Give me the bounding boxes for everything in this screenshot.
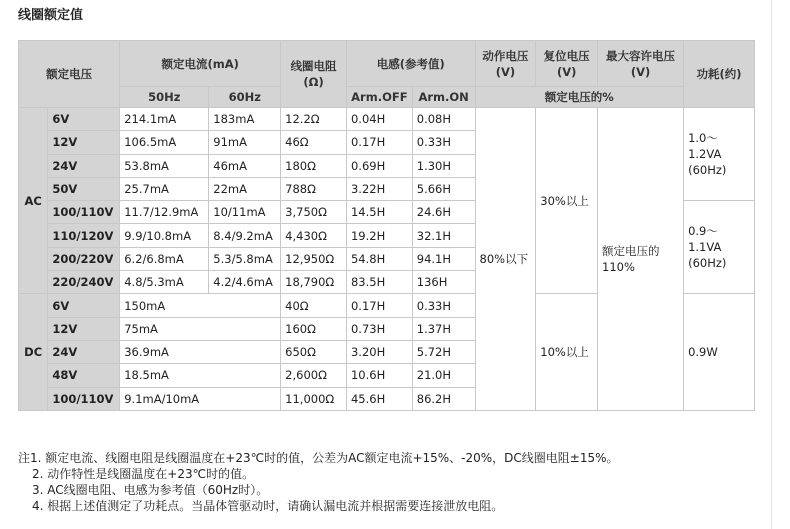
arm-off-cell: 10.6H (346, 364, 412, 387)
arm-on-cell: 0.08H (412, 108, 475, 131)
current-50hz-cell: 9.9/10.8mA (120, 224, 209, 247)
release-voltage-ac-cell: 30%以上 (536, 108, 598, 294)
current-60hz-cell: 22mA (209, 177, 281, 200)
current-50hz-cell: 6.2/6.8mA (120, 247, 209, 270)
release-voltage-dc-cell: 10%以上 (536, 294, 598, 411)
arm-off-cell: 0.69H (346, 154, 412, 177)
voltage-cell: 200/220V (48, 247, 120, 270)
arm-off-cell: 3.22H (346, 177, 412, 200)
resistance-cell: 4,430Ω (281, 224, 347, 247)
header-max-voltage: 最大容许电压(V) (598, 41, 684, 87)
voltage-cell: 24V (48, 154, 120, 177)
arm-on-cell: 5.66H (412, 177, 475, 200)
current-50hz-cell: 214.1mA (120, 108, 209, 131)
arm-off-cell: 19.2H (346, 224, 412, 247)
header-60hz: 60Hz (209, 87, 281, 108)
arm-off-cell: 83.5H (346, 271, 412, 294)
current-dc-cell: 36.9mA (120, 340, 281, 363)
power-dc-cell: 0.9W (684, 294, 755, 411)
arm-off-cell: 0.73H (346, 317, 412, 340)
arm-on-cell: 0.33H (412, 294, 475, 317)
arm-on-cell: 94.1H (412, 247, 475, 270)
voltage-cell: 100/110V (48, 387, 120, 410)
current-50hz-cell: 11.7/12.9mA (120, 201, 209, 224)
current-50hz-cell: 53.8mA (120, 154, 209, 177)
header-operate-voltage: 动作电压(V) (475, 41, 536, 87)
voltage-cell: 220/240V (48, 271, 120, 294)
resistance-cell: 788Ω (281, 177, 347, 200)
footnote-4: 4. 根据上述值测定了功耗点。当晶体管驱动时，请确认漏电流并根据需要连接泄放电阻。 (32, 499, 504, 513)
resistance-cell: 650Ω (281, 340, 347, 363)
page-edge-divider (771, 0, 772, 529)
current-50hz-cell: 4.8/5.3mA (120, 271, 209, 294)
header-release-voltage: 复位电压(V) (536, 41, 598, 87)
resistance-cell: 160Ω (281, 317, 347, 340)
footnote-3: 3. AC线圈电阻、电感为参考值（60Hz时）。 (32, 483, 269, 497)
power-ac-high-cell: 0.9～1.1VA (60Hz) (684, 201, 755, 294)
arm-on-cell: 5.72H (412, 340, 475, 363)
current-60hz-cell: 8.4/9.2mA (209, 224, 281, 247)
header-50hz: 50Hz (120, 87, 209, 108)
arm-off-cell: 0.17H (346, 131, 412, 154)
current-60hz-cell: 46mA (209, 154, 281, 177)
coil-rating-table (18, 40, 755, 411)
header-coil-resistance: 线圈电阻(Ω) (281, 41, 347, 108)
header-arm-on: Arm.ON (412, 87, 475, 108)
header-percent-of-rated: 额定电压的% (475, 87, 684, 108)
header-power: 功耗(约) (684, 41, 755, 108)
voltage-cell: 24V (48, 340, 120, 363)
max-voltage-cell: 额定电压的110% (598, 108, 684, 411)
voltage-cell: 110/120V (48, 224, 120, 247)
current-50hz-cell: 106.5mA (120, 131, 209, 154)
arm-on-cell: 1.37H (412, 317, 475, 340)
current-60hz-cell: 91mA (209, 131, 281, 154)
voltage-cell: 12V (48, 317, 120, 340)
header-arm-off: Arm.OFF (346, 87, 412, 108)
voltage-cell: 12V (48, 131, 120, 154)
page-title: 线圈额定值 (18, 8, 84, 23)
resistance-cell: 40Ω (281, 294, 347, 317)
current-60hz-cell: 10/11mA (209, 201, 281, 224)
resistance-cell: 11,000Ω (281, 387, 347, 410)
current-dc-cell: 9.1mA/10mA (120, 387, 281, 410)
power-ac-low-cell: 1.0～1.2VA (60Hz) (684, 108, 755, 201)
arm-on-cell: 21.0H (412, 364, 475, 387)
voltage-cell: 6V (48, 294, 120, 317)
arm-off-cell: 0.04H (346, 108, 412, 131)
arm-off-cell: 45.6H (346, 387, 412, 410)
resistance-cell: 2,600Ω (281, 364, 347, 387)
arm-off-cell: 54.8H (346, 247, 412, 270)
resistance-cell: 180Ω (281, 154, 347, 177)
header-rated-voltage: 额定电压 (19, 41, 120, 108)
resistance-cell: 12,950Ω (281, 247, 347, 270)
current-50hz-cell: 25.7mA (120, 177, 209, 200)
resistance-cell: 46Ω (281, 131, 347, 154)
group-label-ac: AC (19, 108, 48, 294)
current-dc-cell: 18.5mA (120, 364, 281, 387)
arm-off-cell: 0.17H (346, 294, 412, 317)
arm-on-cell: 86.2H (412, 387, 475, 410)
arm-on-cell: 32.1H (412, 224, 475, 247)
current-dc-cell: 75mA (120, 317, 281, 340)
resistance-cell: 12.2Ω (281, 108, 347, 131)
voltage-cell: 100/110V (48, 201, 120, 224)
current-60hz-cell: 183mA (209, 108, 281, 131)
arm-on-cell: 0.33H (412, 131, 475, 154)
header-inductance: 电感(参考值) (346, 41, 475, 87)
arm-on-cell: 136H (412, 271, 475, 294)
arm-on-cell: 24.6H (412, 201, 475, 224)
arm-off-cell: 14.5H (346, 201, 412, 224)
voltage-cell: 6V (48, 108, 120, 131)
arm-off-cell: 3.20H (346, 340, 412, 363)
table-row (19, 108, 755, 131)
voltage-cell: 48V (48, 364, 120, 387)
current-60hz-cell: 5.3/5.8mA (209, 247, 281, 270)
current-60hz-cell: 4.2/4.6mA (209, 271, 281, 294)
footnote-2: 2. 动作特性是线圈温度在+23℃时的值。 (32, 467, 255, 481)
header-rated-current: 额定电流(mA) (120, 41, 281, 87)
resistance-cell: 3,750Ω (281, 201, 347, 224)
footnote-1: 注1. 额定电流、线圈电阻是线圈温度在+23℃时的值，公差为AC额定电流+15%、-20%，DC线圈电阻±15%。 (18, 451, 619, 465)
resistance-cell: 18,790Ω (281, 271, 347, 294)
voltage-cell: 50V (48, 177, 120, 200)
current-dc-cell: 150mA (120, 294, 281, 317)
operate-voltage-cell: 80%以下 (475, 108, 536, 411)
footnotes (18, 450, 619, 514)
group-label-dc: DC (19, 294, 48, 411)
arm-on-cell: 1.30H (412, 154, 475, 177)
